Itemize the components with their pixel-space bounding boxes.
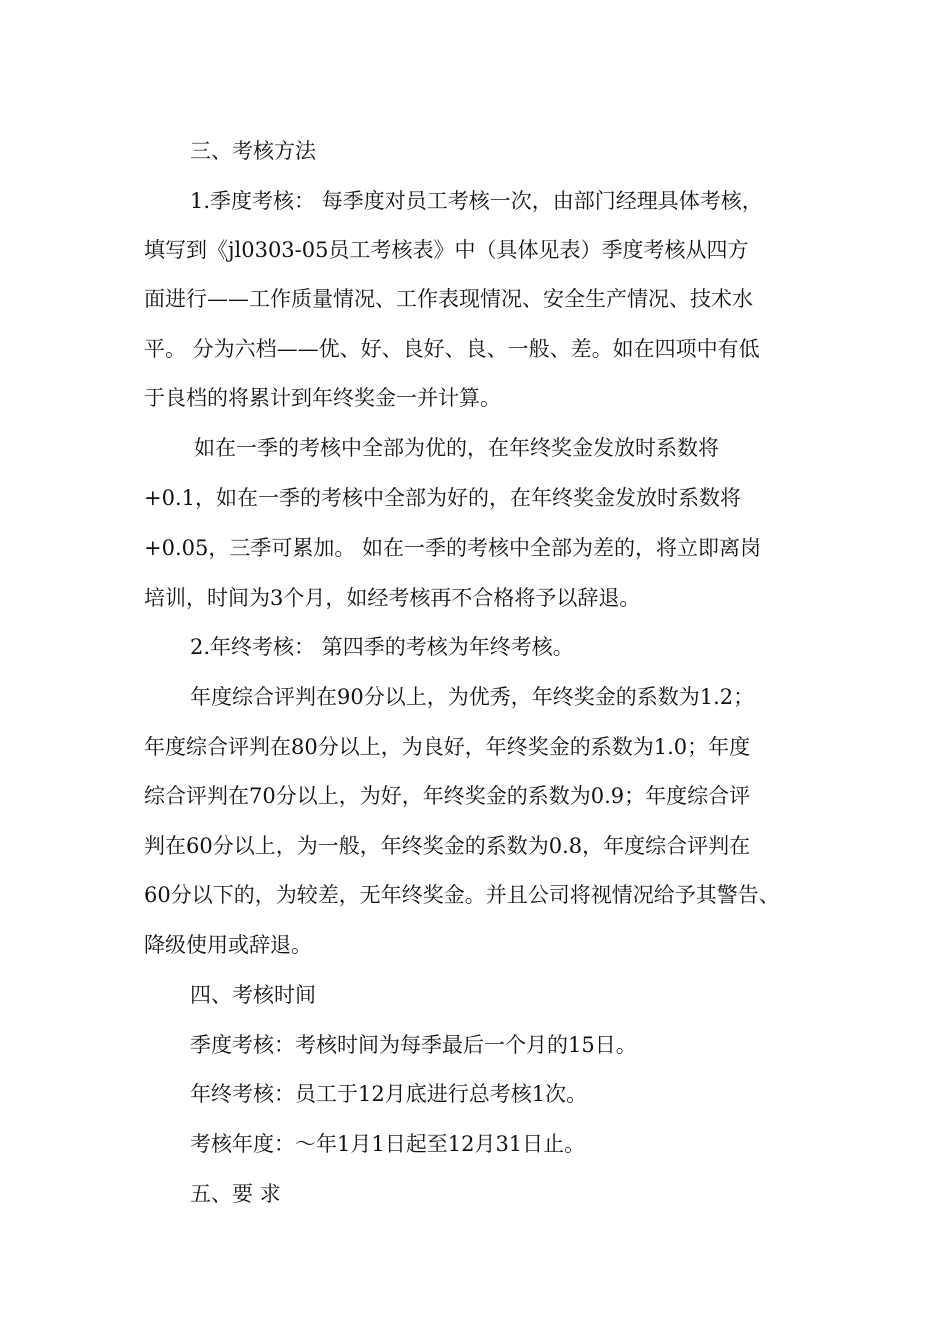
paragraph-line: 综合评判在70分以上，为好，年终奖金的系数为0.9；年度综合评 [144, 784, 751, 808]
paragraph-line: 培训，时间为3个月，如经考核再不合格将予以辞退。 [144, 586, 641, 610]
section-heading-assessment-method: 三、考核方法 [190, 139, 316, 163]
paragraph-line: 年度综合评判在90分以上，为优秀，年终奖金的系数为1.2； [190, 685, 755, 709]
section-heading-requirements: 五、要 求 [190, 1182, 281, 1206]
paragraph-line: 年度综合评判在80分以上，为良好，年终奖金的系数为1.0；年度 [144, 735, 751, 759]
section-heading-assessment-time: 四、考核时间 [190, 983, 316, 1007]
paragraph-line: 2.年终考核： 第四季的考核为年终考核。 [190, 635, 574, 659]
paragraph-line: 季度考核：考核时间为每季最后一个月的15日。 [190, 1033, 637, 1057]
paragraph-line: +0.05，三季可累加。 如在一季的考核中全部为差的，将立即离岗 [144, 536, 762, 560]
paragraph-line: 年终考核：员工于12月底进行总考核1次。 [190, 1082, 588, 1106]
paragraph-line: 面进行——工作质量情况、工作表现情况、安全生产情况、技术水 [144, 287, 753, 311]
paragraph-line: 填写到《jl0303-05员工考核表》中（具体见表）季度考核从四方 [144, 238, 749, 262]
paragraph-line: +0.1，如在一季的考核中全部为好的，在年终奖金发放时系数将 [144, 486, 741, 510]
paragraph-line: 平。 分为六档——优、好、良好、良、一般、差。如在四项中有低 [144, 337, 760, 361]
paragraph-line: 1.季度考核： 每季度对员工考核一次，由部门经理具体考核， [190, 189, 763, 213]
paragraph-line: 如在一季的考核中全部为优的，在年终奖金发放时系数将 [194, 436, 719, 460]
paragraph-line: 60分以下的，为较差，无年终奖金。并且公司将视情况给予其警告、 [144, 883, 780, 907]
paragraph-line: 判在60分以上，为一般，年终奖金的系数为0.8，年度综合评判在 [144, 834, 751, 858]
paragraph-line: 于良档的将累计到年终奖金一并计算。 [144, 386, 501, 410]
paragraph-line: 考核年度：～年1月1日起至12月31日止。 [190, 1132, 586, 1156]
paragraph-line: 降级使用或辞退。 [144, 933, 312, 957]
